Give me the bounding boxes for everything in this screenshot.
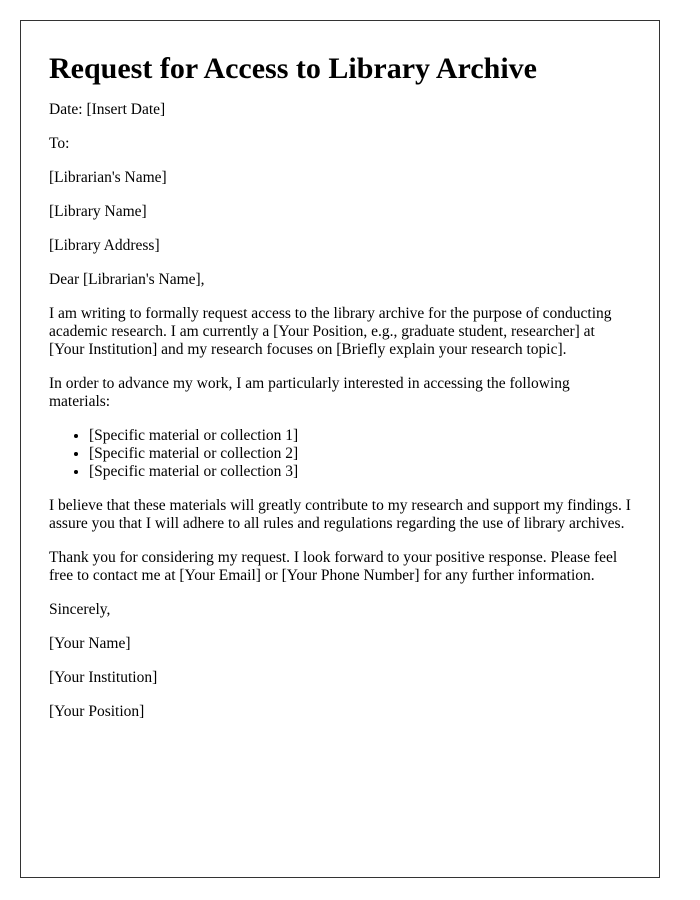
signature-name: [Your Name] bbox=[49, 635, 131, 652]
list-item: • [Specific material or collection 2] bbox=[89, 445, 631, 463]
paragraph-thanks: Thank you for considering my request. I look forward to your positive response. Please feel free to contact me at [Your Email] or [Your Phone Number] for any further information. bbox=[49, 549, 618, 584]
closing: Sincerely, bbox=[49, 601, 111, 618]
materials-list bbox=[49, 427, 631, 481]
signature-position: [Your Position] bbox=[49, 703, 145, 720]
paragraph-intro: I am writing to formally request access to the library archive for the purpose of conducting academic research. I am currently a [Your Position, e.g., graduate student, researcher] at [Your Institution] and my research focuses on [Briefly explain your research topic]. bbox=[49, 305, 612, 358]
recipient-address: [Library Address] bbox=[49, 237, 160, 254]
salutation: Dear [Librarian's Name], bbox=[49, 271, 205, 288]
signature-institution: [Your Institution] bbox=[49, 669, 158, 686]
paragraph-belief: I believe that these materials will greatly contribute to my research and support my findings. I assure you that I will adhere to all rules and regulations regarding the use of library archives. bbox=[49, 497, 631, 532]
list-item: • [Specific material or collection 3] bbox=[89, 463, 631, 481]
recipient-library: [Library Name] bbox=[49, 203, 147, 220]
paragraph-interest: In order to advance my work, I am particularly interested in accessing the following materials: bbox=[49, 375, 570, 410]
letter-page bbox=[20, 20, 660, 878]
to-line: To: bbox=[49, 135, 70, 152]
recipient-name: [Librarian's Name] bbox=[49, 169, 167, 186]
list-item: • [Specific material or collection 1] bbox=[89, 427, 631, 445]
date-line: Date: [Insert Date] bbox=[49, 101, 166, 118]
letter-title: Request for Access to Library Archive bbox=[49, 52, 537, 85]
